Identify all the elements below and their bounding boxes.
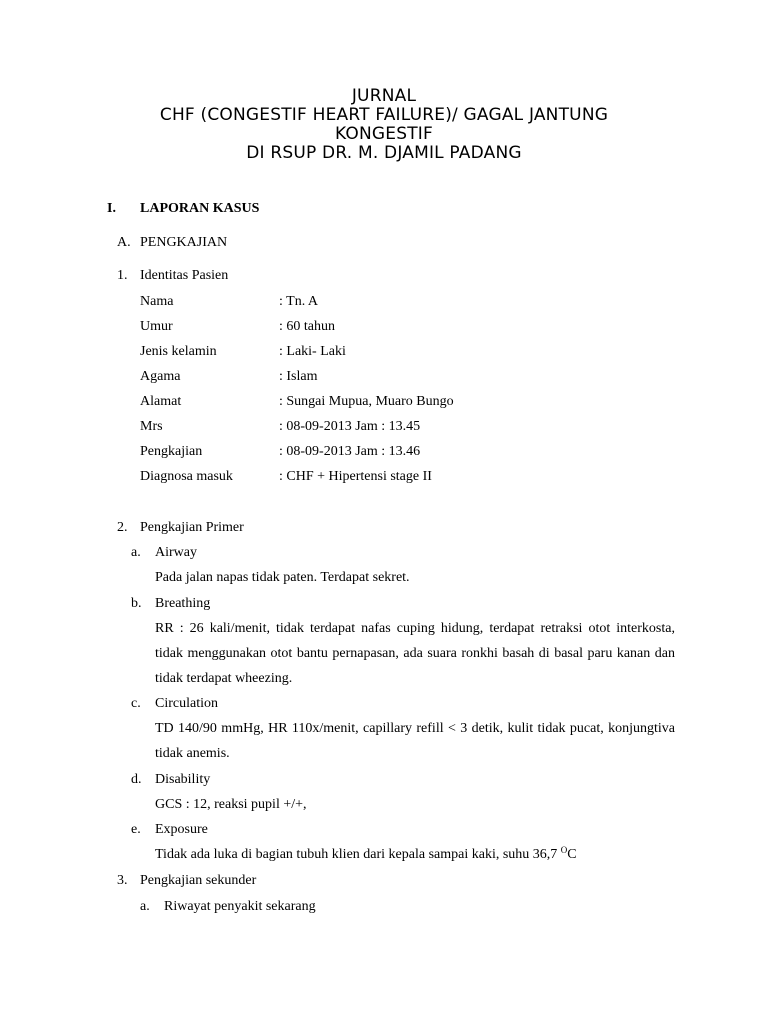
identity-value: : Sungai Mupua, Muaro Bungo: [279, 394, 454, 409]
sub-item-text: Pada jalan napas tidak paten. Terdapat sekret.: [155, 570, 410, 585]
document-title: [0, 87, 768, 163]
sub-item-title: Circulation: [155, 696, 218, 711]
identity-label: Pengkajian: [140, 444, 203, 459]
item-number: 1.: [117, 268, 128, 283]
sub-item-letter: c.: [131, 696, 141, 711]
sub-item-letter: e.: [131, 822, 141, 837]
identity-value: : Laki- Laki: [279, 344, 346, 359]
identity-label: Agama: [140, 369, 181, 384]
degree-symbol: O: [560, 845, 568, 855]
identity-value: : 60 tahun: [279, 319, 335, 334]
item-title: Pengkajian Primer: [140, 520, 244, 535]
sub-item-title: Airway: [155, 545, 197, 560]
item-title: Pengkajian sekunder: [140, 873, 257, 888]
exposure-text: Tidak ada luka di bagian tubuh klien dari kepala sampai kaki, suhu 36,7: [155, 847, 561, 862]
identity-value: : 08-09-2013 Jam : 13.46: [279, 444, 421, 459]
subsection-letter: A.: [117, 235, 131, 250]
sub-item-text: GCS : 12, reaksi pupil +/+,: [155, 797, 307, 812]
item-number: 2.: [117, 520, 128, 535]
unit-celsius: C: [567, 847, 577, 862]
identity-label: Nama: [140, 294, 174, 309]
sub-item-title: Disability: [155, 772, 211, 787]
sub-item-letter: d.: [131, 772, 142, 787]
sub-item-text: TD 140/90 mmHg, HR 110x/menit, capillary refill < 3 detik, kulit tidak pucat, konjungtiva tidak anemis.: [155, 721, 675, 761]
identity-value: : Islam: [279, 369, 318, 384]
identity-label: Alamat: [140, 394, 182, 409]
sub-item-title: Exposure: [155, 822, 208, 837]
identity-value: : CHF + Hipertensi stage II: [279, 469, 432, 484]
item-title: Identitas Pasien: [140, 268, 229, 283]
identity-label: Jenis kelamin: [140, 344, 217, 359]
section-number: I.: [107, 201, 116, 216]
sub-item-text: RR : 26 kali/menit, tidak terdapat nafas cuping hidung, terdapat retraksi otot interkosta, tidak menggunakan otot bantu pernapasan, ada suara ronkhi basah di basal paru kanan dan tidak terdapat wheezing.: [155, 621, 675, 686]
sub-item-title: Riwayat penyakit sekarang: [164, 899, 316, 914]
sub-item-letter: a.: [140, 899, 150, 914]
title-line-1: JURNAL: [351, 86, 417, 106]
title-line-2: CHF (CONGESTIF HEART FAILURE)/ GAGAL JANTUNG: [159, 105, 609, 125]
identity-label: Diagnosa masuk: [140, 469, 233, 484]
section-title: LAPORAN KASUS: [140, 201, 260, 216]
title-line-3: KONGESTIF: [335, 124, 433, 144]
sub-item-title: Breathing: [155, 596, 211, 611]
identity-value: : 08-09-2013 Jam : 13.45: [279, 419, 421, 434]
identity-label: Umur: [140, 319, 173, 334]
sub-item-letter: b.: [131, 596, 142, 611]
subsection-title: PENGKAJIAN: [140, 235, 228, 250]
sub-item-text: [155, 846, 577, 864]
item-number: 3.: [117, 873, 128, 888]
title-line-4: DI RSUP DR. M. DJAMIL PADANG: [246, 143, 522, 163]
identity-value: : Tn. A: [279, 294, 319, 309]
sub-item-letter: a.: [131, 545, 141, 560]
identity-label: Mrs: [140, 419, 163, 434]
